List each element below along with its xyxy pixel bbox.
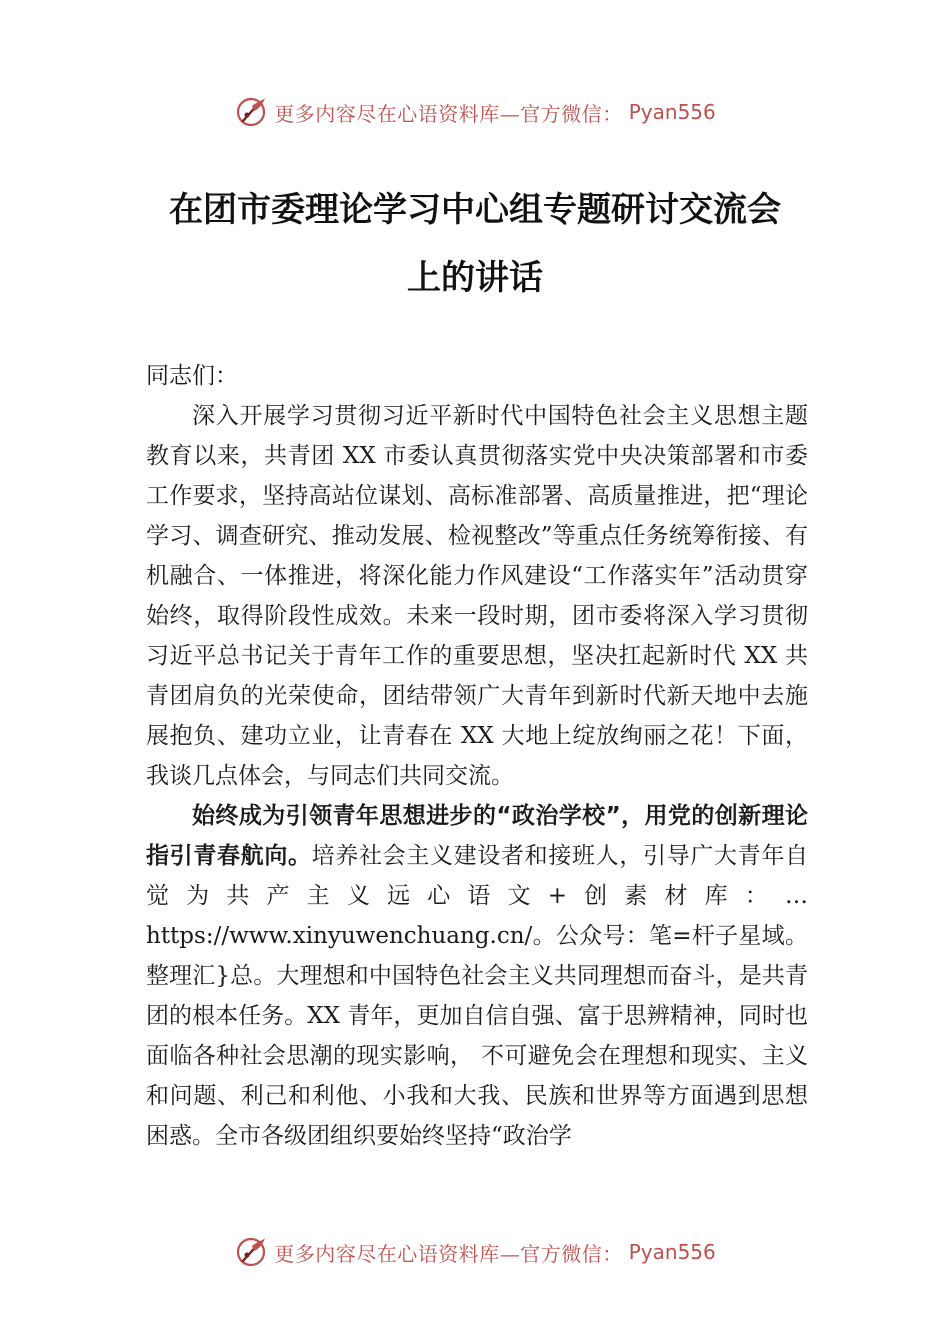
salutation: 同志们： bbox=[146, 363, 238, 389]
document-title-line2: 上的讲话 bbox=[407, 258, 543, 298]
quill-emblem-icon bbox=[234, 1235, 268, 1269]
section-heading: 始终成为引领青年思想进步的“政治学校”，用党的创新理论指引青春航向。 bbox=[146, 803, 808, 869]
embedded-url: www.xinyuwenchuang.cn/ bbox=[229, 923, 533, 949]
banner-text: 更多内容尽在心语资料库—官方微信： bbox=[274, 1241, 623, 1266]
paragraph-section-one bbox=[146, 796, 808, 1156]
paragraph-section-one-text-cont: 。公众号：笔=杆子星域。整理汇}总。大理想和中国特色社会主义共同理想而奋斗，是共青团的根本任务。XX 青年，更加自信自强、富于思辨精神，同时也面临各种社会思潮的现实影响， 不可避免会在理想和现实、主义和问题、利己和利他、小我和大我、民族和世界等方面遇到思想困惑。全市各级团组织要始终坚持“政治学 bbox=[146, 923, 808, 1149]
banner-text: 更多内容尽在心语资料库—官方微信： bbox=[274, 101, 623, 126]
header-watermark-banner bbox=[0, 92, 950, 132]
document-body bbox=[146, 356, 808, 1156]
footer-watermark-banner bbox=[0, 1232, 950, 1272]
banner-contact: Pyan556 bbox=[628, 100, 716, 124]
paragraph-intro: 深入开展学习贯彻习近平新时代中国特色社会主义思想主题教育以来，共青团 XX 市委认真贯彻落实党中央决策部署和市委工作要求，坚持高站位谋划、高标准部署、高质量推进，把“理论学习、调查研究、推动发展、检视整改”等重点任务统筹衔接、有机融合、一体推进，将深化能力作风建设“工作落实年”活动贯穿始终，取得阶段性成效。未来一段时期，团市委将深入学习贯彻习近平总书记关于青年工作的重要思想，坚决扛起新时代 XX 共青团肩负的光荣使命，团结带领广大青年到新时代新天地中去施展抱负、建功立业，让青春在 XX 大地上绽放绚丽之花！下面，我谈几点体会，与同志们共同交流。 bbox=[146, 403, 808, 789]
quill-emblem-icon bbox=[234, 95, 268, 129]
document-title-line1: 在团市委理论学习中心组专题研讨交流会 bbox=[169, 190, 781, 230]
paragraph-section-one-text: 培养社会主义建设者和接班人，引导广大青年自觉为共产主义远心语文+创素材库：…https:// bbox=[146, 843, 809, 949]
banner-contact: Pyan556 bbox=[628, 1240, 716, 1264]
